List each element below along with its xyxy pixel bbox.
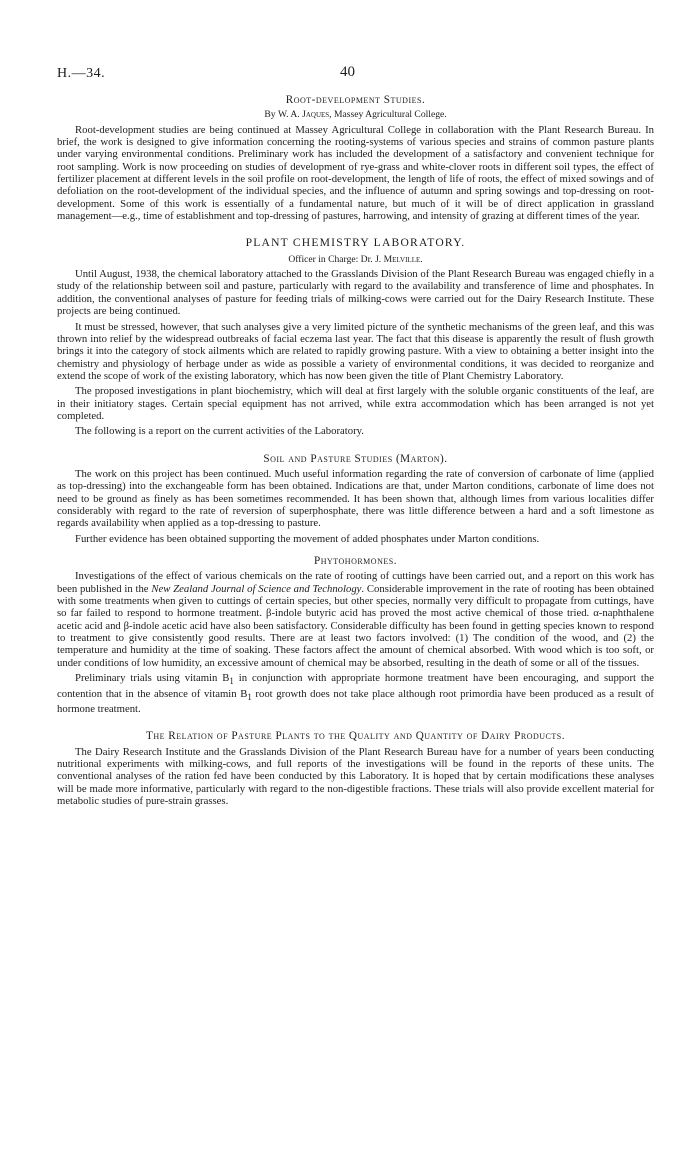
officer-line: Officer in Charge: Dr. J. Melville. xyxy=(288,253,423,265)
paragraph: Root-development studies are being continued at Massey Agricultural College in collaboration with the Plant Research Bureau. In brief, the work is designed to give information concerning the rooting-systems of various species and strains of common pasture plants under varying environmental conditions. Preliminary work has included the development of a satisfactory and convenient technique for root sampling. Work is now proceeding on studies of development of rye-grass and white-clover roots in different soil types, the effect of fertilizer placement at different levels in the soil profile on root-development, the length of life of roots, the effect of mixed sowings and of defoliation on the root-development of the individual species, and the influence of autumn and spring sowings and top-dressing on root-development. Some of this work is essentially of a fundamental nature, but much of it will be of direct application in grassland management—e.g., time of establishment and top-dressing of pastures, harrowing, and intensity of grazing at different times of the year. xyxy=(57,123,654,223)
byline: By W. A. Jaques, Massey Agricultural College. xyxy=(264,109,447,121)
paragraph: Preliminary trials using vitamin $B_1$ in conjunction with appropriate hormone treatment have been encouraging, and support the contention that in the absence of vitamin $B_1$ root growth does not take place although root primordia have been produced as a result of hormone treatment. xyxy=(57,672,654,716)
officer-name: J. Melville xyxy=(375,253,421,265)
paragraph: The work on this project has been continued. Much useful information regarding the rate of conversion of carbonate of lime (applied as top-dressing) into the exchangeable form has been obtained. Indications are that, under Marton conditions, carbonate of lime does not need to be ground as finely as has been sometimes recommended. It has been shown that, although limes from various localities differ considerably with regard to the rate of reversion of superphosphate, there was little difference between a hard and a soft limestone as regards availability when applied as a top-dressing to pasture. xyxy=(57,467,654,530)
section-heading-phytohormones: Phytohormones. xyxy=(314,555,397,567)
paragraph: The proposed investigations in plant biochemistry, which will deal at first largely with the soluble organic constituents of the leaf, are in their initiatory stages. Certain special equipment has not arrived, while extra accommodation which has been arranged is not yet completed. xyxy=(57,385,654,422)
page-number: 40 xyxy=(340,64,355,80)
section-heading-plant-chemistry: PLANT CHEMISTRY LABORATORY. xyxy=(245,236,466,250)
paragraph: Until August, 1938, the chemical laboratory attached to the Grasslands Division of the Plant Research Bureau was engaged chiefly in a study of the relationship between soil and pasture, particularly with regard to the availability and transference of lime and phosphates. In addition, the conventional analyses of pasture for feeding trials of milking-cows were carried out for the Dairy Research Institute. These projects are being continued. xyxy=(57,268,654,318)
paragraph: Investigations of the effect of various chemicals on the rate of rooting of cuttings have been carried out, and a report on this work has been published in the New Zealand Journal of Science and Technology. Considerable improvement in the rate of rooting has been obtained with some treatments when given to cuttings of certain species, but other species, normally very difficult to propagate from cuttings, have so far failed to respond to hormone treatment. β-indole butyric acid has proved the most active chemical of those tried. α-naphthalene acetic acid and β-indole acetic acid have also been satisfactory. Considerable difficulty has been found in getting species known to respond to treatment to give consistently good results. There are at least two factors involved: (1) The condition of the wood, and (2) the temperature and humidity at the time of soaking. These factors affect the amount of chemical absorbed. With wood which is too soft, or under conditions of low humidity, an excessive amount of chemical may be absorbed, resulting in the death of some or all of the tissues. xyxy=(57,570,654,669)
page-content xyxy=(57,94,654,810)
report-code: H.—34. xyxy=(57,66,106,81)
section-heading-soil-pasture: Soil and Pasture Studies (Marton). xyxy=(263,452,448,465)
paragraph: The following is a report on the current activities of the Laboratory. xyxy=(75,425,364,438)
paragraph: The Dairy Research Institute and the Grasslands Division of the Plant Research Bureau have for a number of years been conducting nutritional experiments with milking-cows, and full reports of the investigations will be found in the reports of these units. The conventional analyses of the ration fed have been conducted by this Laboratory. It is hoped that by certain modifications these analyses will be made more informative, particularly with regard to the non-digestible fractions. These trials will also provide excellent material for metabolic studies of pure-strain grasses. xyxy=(57,745,654,808)
section-heading-dairy-products: The Relation of Pasture Plants to the Quality and Quantity of Dairy Products. xyxy=(145,730,565,743)
paragraph: It must be stressed, however, that such analyses give a very limited picture of the synthetic mechanisms of the green leaf, and this was thrown into relief by the widespread outbreaks of facial eczema last year. The fact that this disease is apparently the result of flush growth brings it into the category of stock ailments which are related to rapidly growing pasture. With a view to obtaining a better insight into the chemistry and physiology of herbage under as wide as possible a variety of environmental conditions, it was decided to reorganize and extend the scope of work of the existing laboratory, which has now been given the title of Plant Chemistry Laboratory. xyxy=(57,320,654,382)
author-name: W. A. Jaques xyxy=(277,109,330,121)
section-heading-root-development: Root-development Studies. xyxy=(285,94,426,106)
journal-title: New Zealand Journal of Science and Technology xyxy=(151,582,362,595)
paragraph: Further evidence has been obtained supporting the movement of added phosphates under Marton conditions. xyxy=(75,532,540,545)
